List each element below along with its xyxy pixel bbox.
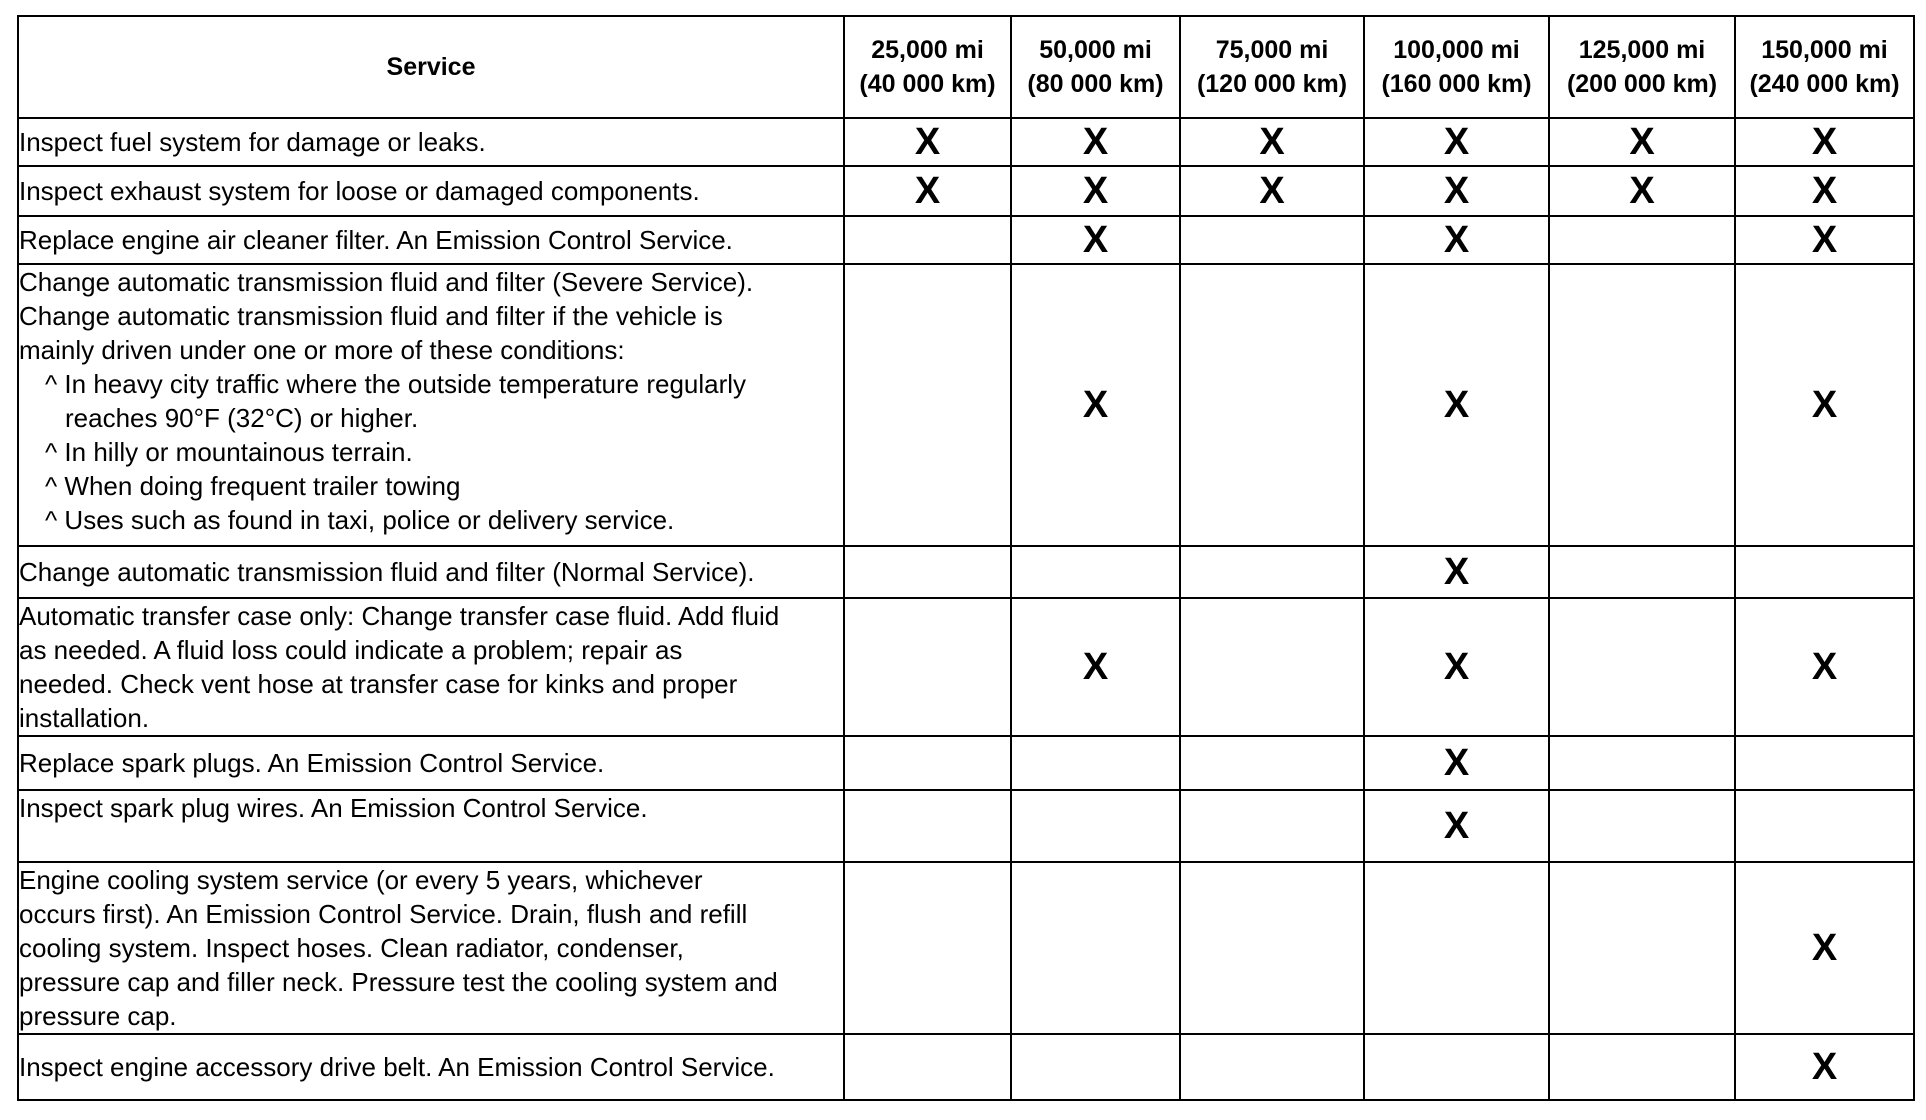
interval-header-25000	[844, 16, 1011, 118]
service-description: Replace spark plugs. An Emission Control Service.	[18, 736, 844, 790]
interval-header-150000	[1735, 16, 1914, 118]
interval-mark	[844, 790, 1011, 862]
interval-mark	[844, 862, 1011, 1034]
condition-item: ^ In hilly or mountainous terrain.	[45, 437, 413, 467]
table-row	[18, 216, 1914, 264]
table-row	[18, 862, 1914, 1034]
interval-mark: X	[1735, 264, 1914, 546]
interval-km: (80 000 km)	[1027, 70, 1164, 98]
interval-km: (40 000 km)	[859, 70, 996, 98]
interval-mark: X	[1364, 216, 1549, 264]
interval-miles: 50,000 mi	[1039, 36, 1152, 64]
description-line: installation.	[19, 703, 150, 733]
interval-mark	[1011, 862, 1180, 1034]
description-line: pressure cap.	[19, 1001, 177, 1031]
service-description: Inspect engine accessory drive belt. An Emission Control Service.	[18, 1034, 844, 1100]
condition-item	[19, 367, 843, 435]
interval-mark	[1180, 216, 1364, 264]
interval-mark	[1549, 862, 1735, 1034]
interval-mark: X	[1011, 166, 1180, 216]
table-row	[18, 546, 1914, 598]
interval-mark	[1180, 546, 1364, 598]
interval-miles: 100,000 mi	[1393, 36, 1520, 64]
interval-mark	[844, 1034, 1011, 1100]
interval-mark	[1180, 736, 1364, 790]
interval-mark: X	[1735, 166, 1914, 216]
interval-header-100000	[1364, 16, 1549, 118]
description-line: pressure cap and filler neck. Pressure test the cooling system and	[19, 967, 778, 997]
interval-mark	[1180, 1034, 1364, 1100]
table-row	[18, 790, 1914, 862]
interval-km: (120 000 km)	[1196, 70, 1348, 98]
interval-mark	[844, 736, 1011, 790]
interval-mark	[1180, 790, 1364, 862]
condition-list	[19, 367, 843, 537]
table-row	[18, 264, 1914, 546]
interval-mark: X	[1735, 598, 1914, 736]
description-line: Change automatic transmission fluid and filter if the vehicle is	[19, 301, 723, 331]
interval-mark: X	[1364, 736, 1549, 790]
interval-mark	[1735, 546, 1914, 598]
interval-mark: X	[1364, 598, 1549, 736]
interval-mark: X	[1180, 166, 1364, 216]
interval-km: (160 000 km)	[1381, 70, 1532, 98]
table-row	[18, 1034, 1914, 1100]
service-description	[18, 264, 844, 546]
interval-mark	[1011, 736, 1180, 790]
interval-miles: 25,000 mi	[871, 36, 984, 64]
service-description: Replace engine air cleaner filter. An Emission Control Service.	[18, 216, 844, 264]
interval-mark	[1364, 1034, 1549, 1100]
interval-mark	[1180, 862, 1364, 1034]
interval-mark: X	[1364, 790, 1549, 862]
interval-km: (240 000 km)	[1749, 70, 1900, 98]
maintenance-schedule-table	[17, 15, 1915, 1101]
interval-mark	[844, 264, 1011, 546]
table-row	[18, 598, 1914, 736]
interval-mark: X	[1735, 1034, 1914, 1100]
interval-mark: X	[1180, 118, 1364, 166]
interval-mark: X	[1364, 546, 1549, 598]
interval-mark: X	[1549, 166, 1735, 216]
interval-mark: X	[1735, 216, 1914, 264]
interval-mark	[844, 546, 1011, 598]
interval-km: (200 000 km)	[1566, 70, 1718, 98]
interval-mark	[1011, 546, 1180, 598]
interval-mark	[1735, 790, 1914, 862]
interval-mark: X	[1364, 118, 1549, 166]
interval-mark	[1011, 1034, 1180, 1100]
service-description	[18, 598, 844, 736]
table-row	[18, 166, 1914, 216]
service-description: Inspect fuel system for damage or leaks.	[18, 118, 844, 166]
table-row	[18, 736, 1914, 790]
description-line: as needed. A fluid loss could indicate a problem; repair as	[19, 635, 683, 665]
service-column-header: Service	[18, 16, 844, 118]
interval-mark: X	[1011, 264, 1180, 546]
interval-miles: 125,000 mi	[1578, 36, 1706, 64]
condition-item: ^ Uses such as found in taxi, police or delivery service.	[45, 505, 675, 535]
interval-mark: X	[1549, 118, 1735, 166]
description-line: mainly driven under one or more of these conditions:	[19, 335, 625, 365]
condition-text: ^ In heavy city traffic where the outside temperature regularly	[45, 369, 747, 399]
interval-mark	[1549, 546, 1735, 598]
condition-item: ^ When doing frequent trailer towing	[45, 471, 461, 501]
table-row	[18, 118, 1914, 166]
interval-mark: X	[844, 118, 1011, 166]
service-description	[18, 862, 844, 1034]
interval-mark	[1011, 790, 1180, 862]
interval-mark	[844, 216, 1011, 264]
interval-mark: X	[1364, 166, 1549, 216]
service-description: Inspect spark plug wires. An Emission Control Service.	[18, 790, 844, 862]
interval-mark	[1549, 790, 1735, 862]
header-row	[18, 16, 1914, 118]
interval-mark	[1549, 736, 1735, 790]
interval-mark: X	[1735, 118, 1914, 166]
interval-mark: X	[1011, 118, 1180, 166]
interval-header-75000	[1180, 16, 1364, 118]
interval-mark: X	[1735, 862, 1914, 1034]
interval-mark	[1735, 736, 1914, 790]
service-description: Inspect exhaust system for loose or damaged components.	[18, 166, 844, 216]
interval-mark	[1549, 598, 1735, 736]
interval-mark: X	[1364, 264, 1549, 546]
interval-mark	[1549, 264, 1735, 546]
interval-mark	[1549, 216, 1735, 264]
interval-header-50000	[1011, 16, 1180, 118]
interval-mark	[1364, 862, 1549, 1034]
interval-mark	[844, 598, 1011, 736]
interval-miles: 150,000 mi	[1761, 36, 1888, 64]
service-description: Change automatic transmission fluid and filter (Normal Service).	[18, 546, 844, 598]
interval-mark	[1549, 1034, 1735, 1100]
interval-mark	[1180, 598, 1364, 736]
interval-header-125000	[1549, 16, 1735, 118]
interval-miles: 75,000 mi	[1215, 36, 1329, 64]
description-line: Engine cooling system service (or every 5 years, whichever	[19, 865, 703, 895]
description-line: cooling system. Inspect hoses. Clean radiator, condenser,	[19, 933, 684, 963]
description-line: Change automatic transmission fluid and filter (Severe Service).	[19, 267, 754, 297]
interval-mark: X	[844, 166, 1011, 216]
description-line: occurs first). An Emission Control Service. Drain, flush and refill	[19, 899, 748, 929]
interval-mark: X	[1011, 598, 1180, 736]
description-line: Automatic transfer case only: Change transfer case fluid. Add fluid	[19, 601, 780, 631]
interval-mark: X	[1011, 216, 1180, 264]
interval-mark	[1180, 264, 1364, 546]
condition-text-continued: reaches 90°F (32°C) or higher.	[65, 403, 419, 433]
description-line: needed. Check vent hose at transfer case for kinks and proper	[19, 669, 738, 699]
